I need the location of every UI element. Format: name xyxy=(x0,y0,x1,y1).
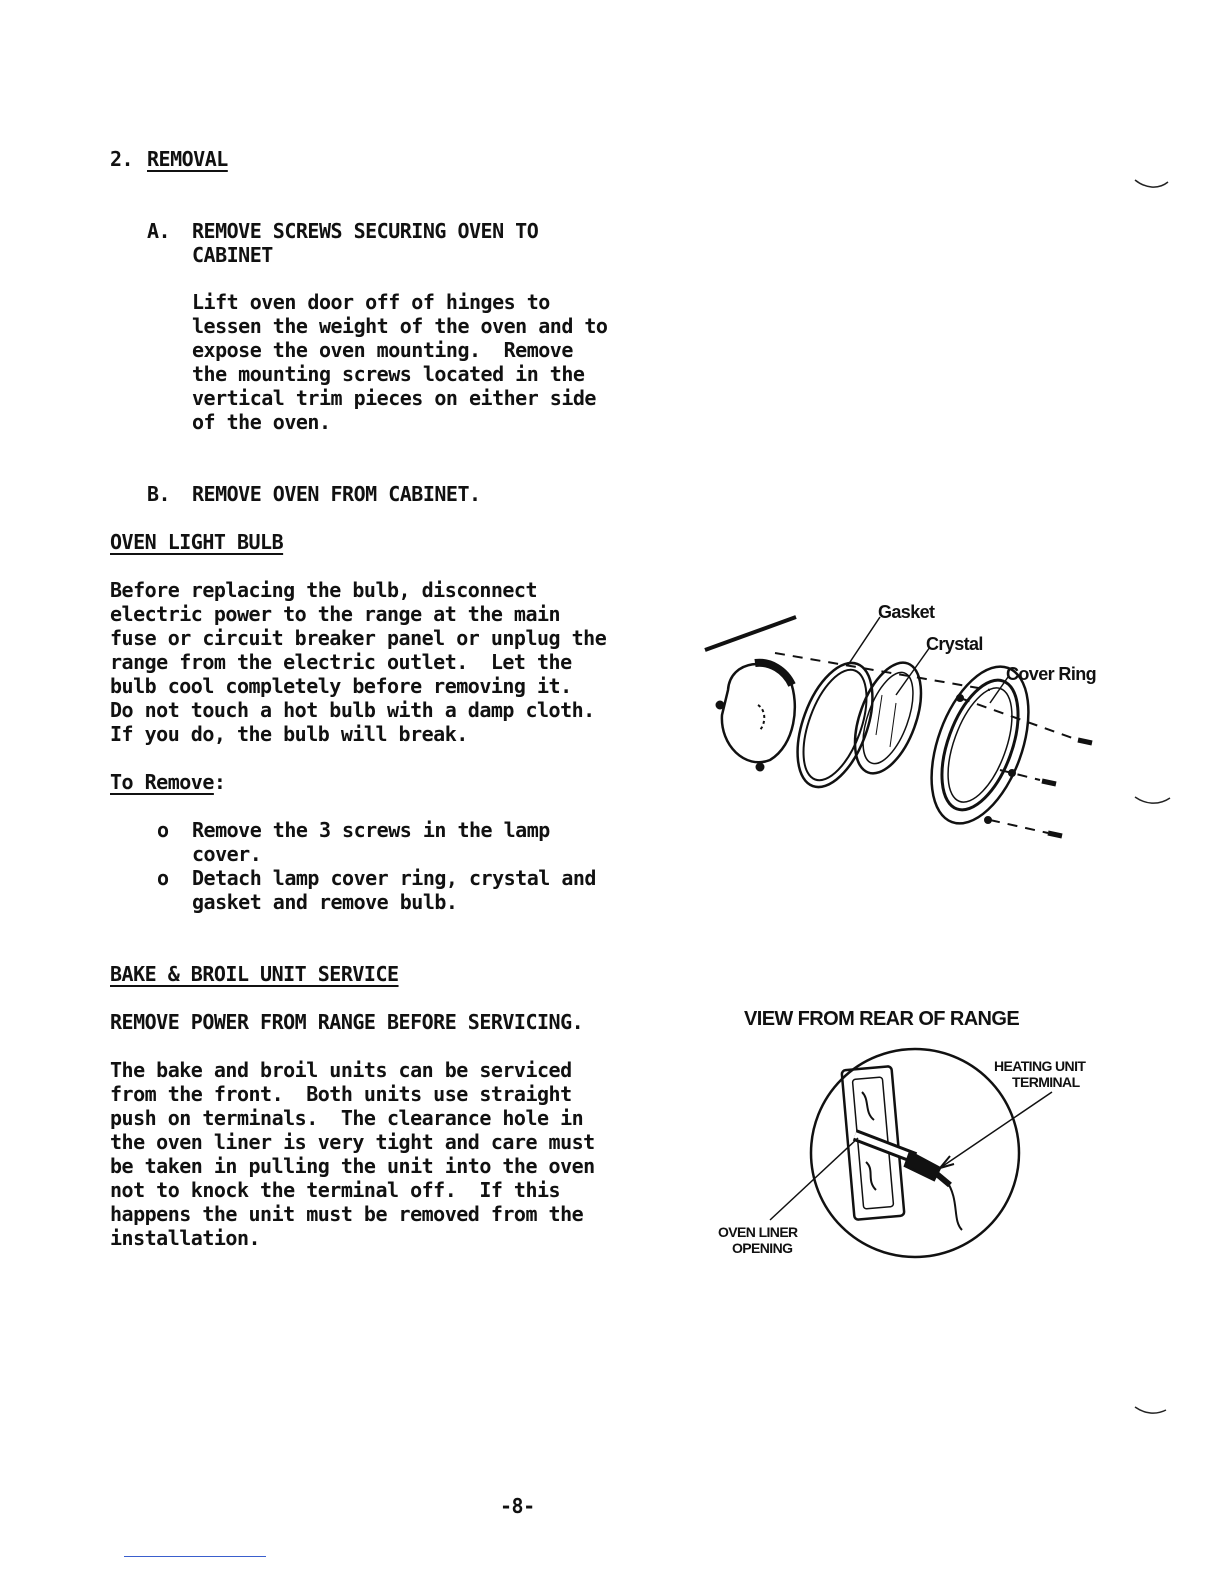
step-a-title: REMOVE SCREWS SECURING OVEN TO CABINET xyxy=(192,219,539,267)
rear-view-title: VIEW FROM REAR OF RANGE xyxy=(744,1008,1020,1030)
crystal-label: Crystal xyxy=(926,634,983,654)
oven-liner-label-1: OVEN LINER xyxy=(718,1224,798,1240)
cover-ring-label: Cover Ring xyxy=(1006,664,1097,684)
oven-light-heading: OVEN LIGHT BULB xyxy=(110,530,284,554)
section-number: 2. xyxy=(110,147,134,171)
oven-light-body: Before replacing the bulb, disconnect electric power to the range at the main fuse or circuit breaker panel or unplug the range from the electric outlet. Let the bulb cool completely before removing it. Do not touch a hot bulb with a damp cloth. If you do, the bulb will break. xyxy=(110,578,607,746)
gasket-label: Gasket xyxy=(878,602,935,622)
removal-heading: REMOVAL xyxy=(147,147,228,171)
margin-marks xyxy=(1130,170,1190,1570)
step-a-body: Lift oven door off of hinges to lessen the weight of the oven and to expose the oven mounting. Remove the mounting screws located in the vertical trim pieces on either side of the oven. xyxy=(192,290,608,434)
bullet-mark-2: o xyxy=(157,866,170,890)
step-b-letter: B. xyxy=(147,482,171,506)
oven-light-exploded-diagram xyxy=(700,595,1120,855)
bake-broil-heading: BAKE & BROIL UNIT SERVICE xyxy=(110,962,399,986)
page-number: -8- xyxy=(500,1494,535,1518)
to-remove-label xyxy=(110,770,225,794)
to-remove-colon: : xyxy=(213,770,226,794)
to-remove-text: To Remove xyxy=(110,770,214,794)
heating-unit-label-2: TERMINAL xyxy=(1012,1074,1080,1090)
step-a-letter: A. xyxy=(147,219,171,243)
heating-unit-label-1: HEATING UNIT xyxy=(994,1058,1086,1074)
bullet-text-2: Detach lamp cover ring, crystal and gasket and remove bulb. xyxy=(192,866,596,914)
power-warning: REMOVE POWER FROM RANGE BEFORE SERVICING. xyxy=(110,1010,584,1034)
step-b-title: REMOVE OVEN FROM CABINET. xyxy=(192,482,481,506)
bullet-mark-1: o xyxy=(157,818,170,842)
bullet-text-1: Remove the 3 screws in the lamp cover. xyxy=(192,818,550,866)
bake-broil-body: The bake and broil units can be serviced from the front. Both units use straight push on terminals. The clearance hole in the oven liner is very tight and care must be taken in pulling the unit into the oven not to knock the terminal off. If this happens the unit must be removed from the installation. xyxy=(110,1058,595,1250)
oven-liner-label-2: OPENING xyxy=(732,1240,793,1256)
bottom-rule xyxy=(124,1556,266,1557)
